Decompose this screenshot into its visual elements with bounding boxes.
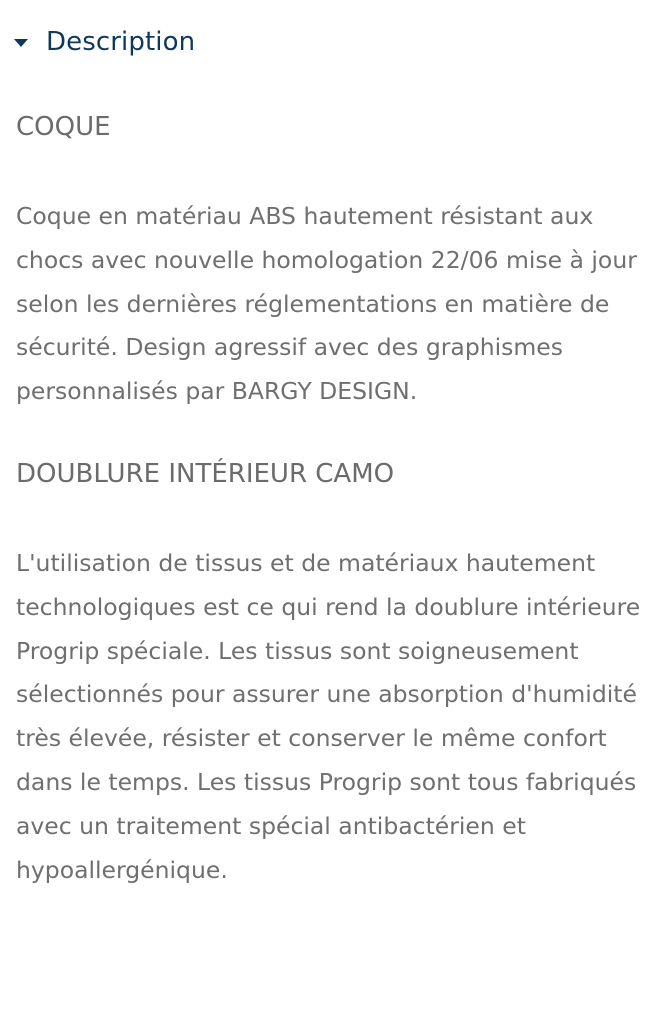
section-heading-doublure: DOUBLURE INTÉRIEUR CAMO bbox=[16, 458, 395, 489]
description-accordion-toggle[interactable] bbox=[14, 22, 195, 62]
section-body-coque: Coque en matériau ABS hautement résistant aux chocs avec nouvelle homologation 22/06 mise à jour selon les dernières réglementations en matière de sécurité. Design agressif avec des graphismes personnalisés par BARGY DESIGN. bbox=[16, 202, 637, 406]
section-heading-coque: COQUE bbox=[16, 112, 111, 142]
accordion-title: Description bbox=[46, 27, 196, 57]
caret-down-icon[interactable] bbox=[14, 39, 28, 47]
description-content bbox=[16, 108, 641, 933]
section-body-doublure: L'utilisation de tissus et de matériaux hautement technologiques est ce qui rend la doublure intérieure Progrip spéciale. Les tissus sont soigneusement sélectionnés pour assurer une absorption d'humidité très élevée, résister et conserver le même confort dans le temps. Les tissus Progrip sont tous fabriqués avec un traitement spécial antibactérien et hypoallergénique. bbox=[16, 548, 641, 884]
